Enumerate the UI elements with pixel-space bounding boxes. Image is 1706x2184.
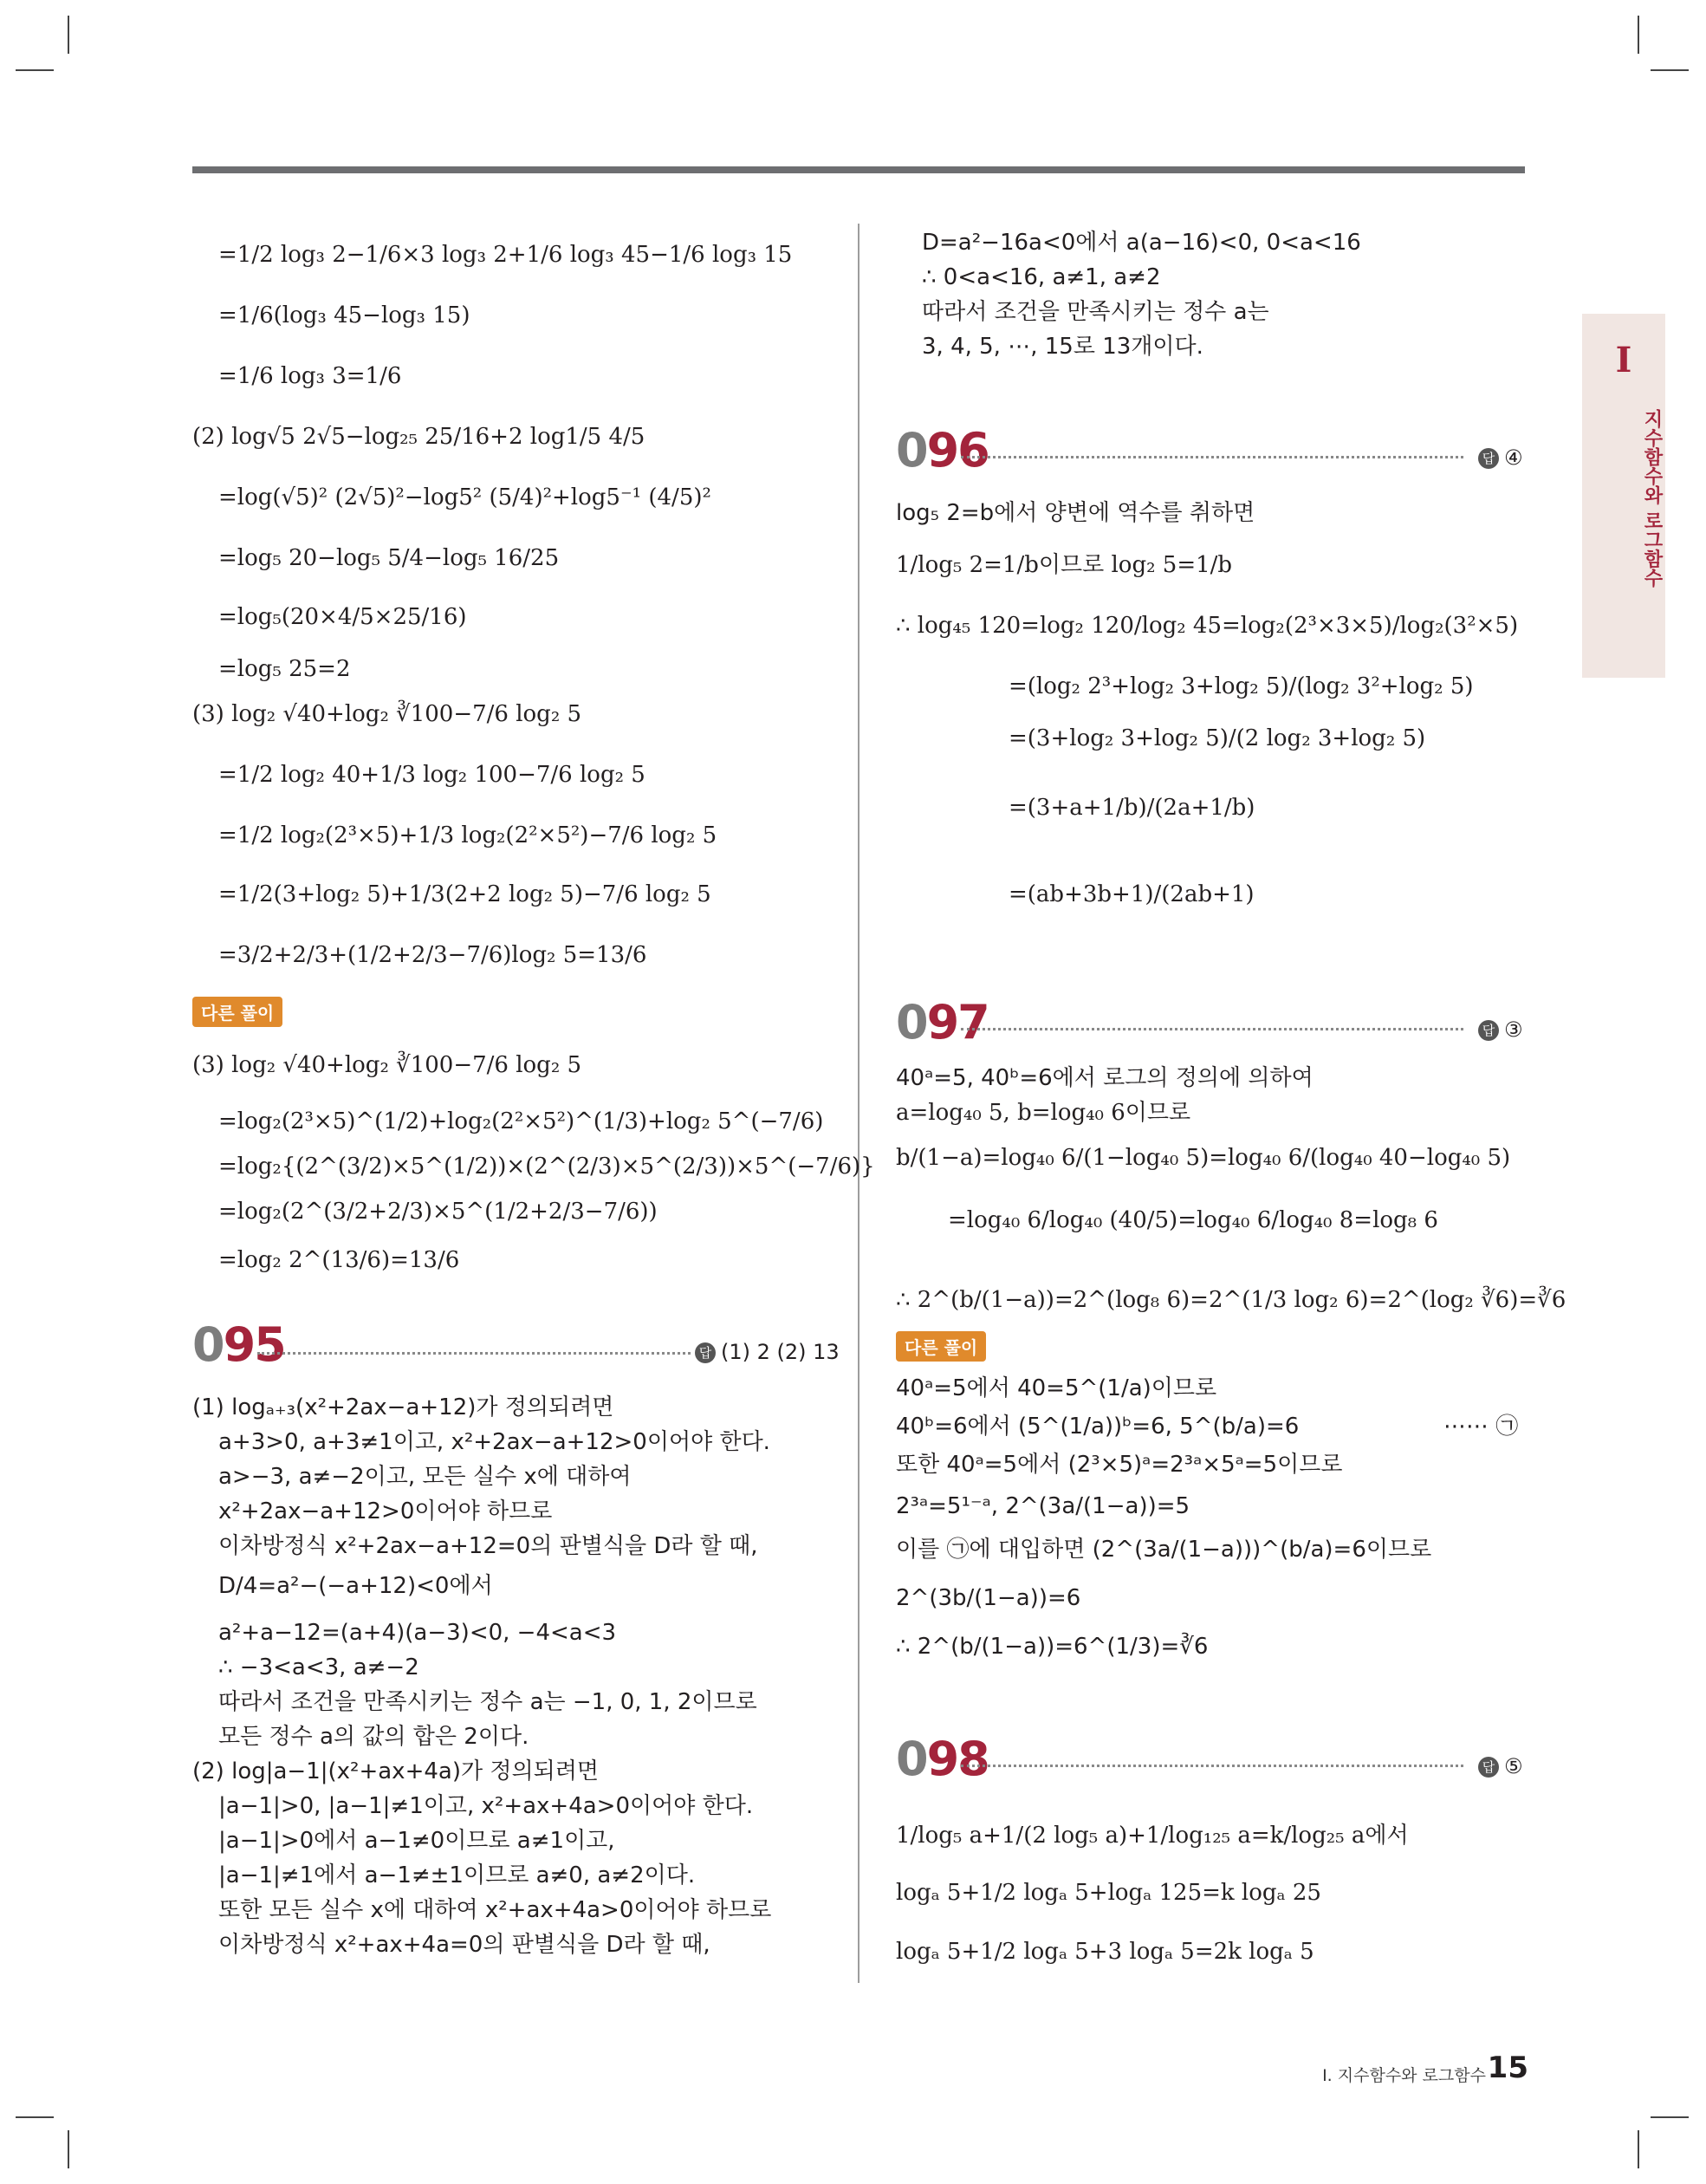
answer-096: 답 ④	[1478, 445, 1523, 470]
solution-line: =log₅(20×4/5×25/16)	[218, 604, 467, 630]
right-column	[896, 224, 1567, 1992]
problem-number-096: 096	[896, 423, 989, 478]
answer-icon: 답	[1478, 1020, 1499, 1041]
solution-line: a+3>0, a+3≠1이고, x²+2ax−a+12>0이어야 한다.	[218, 1429, 770, 1455]
solution-line: 1/log₅ a+1/(2 log₅ a)+1/log₁₂₅ a=k/log₂₅ a에서	[896, 1823, 1409, 1849]
answer-icon: 답	[1478, 1757, 1499, 1778]
crop-mark	[1651, 69, 1689, 71]
alt-solution-line: =log₂(2³×5)^(1/2)+log₂(2²×5²)^(1/3)+log₂ 5^(−7/6)	[218, 1108, 824, 1134]
header-rule	[192, 166, 1525, 173]
crop-mark	[1638, 16, 1639, 54]
solution-line: logₐ 5+1/2 logₐ 5+logₐ 125=k logₐ 25	[896, 1880, 1321, 1906]
alt-solution-line: =log₂{(2^(3/2)×5^(1/2))×(2^(2/3)×5^(2/3))×5^(−7/6)}	[218, 1154, 875, 1180]
alt-solution-line: =log₂(2^(3/2+2/3)×5^(1/2+2/3−7/6))	[218, 1199, 658, 1225]
solution-line: ∴ log₄₅ 120=log₂ 120/log₂ 45=log₂(2³×3×5)/log₂(3²×5)	[896, 613, 1519, 639]
answer-icon: 답	[695, 1342, 716, 1363]
solution-line: =1/2 log₂ 40+1/3 log₂ 100−7/6 log₂ 5	[218, 762, 645, 788]
crop-mark	[16, 2116, 54, 2118]
answer-097: 답 ③	[1478, 1017, 1523, 1042]
solution-line: 1/log₅ 2=1/b이므로 log₂ 5=1/b	[896, 552, 1233, 578]
solution-line: =1/2(3+log₂ 5)+1/3(2+2 log₂ 5)−7/6 log₂ 5	[218, 881, 711, 907]
crop-mark	[68, 16, 69, 54]
solution-line: (1) logₐ₊₃(x²+2ax−a+12)가 정의되려면	[192, 1394, 614, 1420]
solution-line: 3, 4, 5, ⋯, 15로 13개이다.	[922, 334, 1203, 360]
crop-mark	[1638, 2130, 1639, 2168]
solution-line: =1/6(log₃ 45−log₃ 15)	[218, 302, 470, 328]
dotted-leader	[257, 1352, 691, 1355]
solution-line: |a−1|>0, |a−1|≠1이고, x²+ax+4a>0이어야 한다.	[218, 1793, 754, 1819]
crop-mark	[68, 2130, 69, 2168]
alt-solution-line: (3) log₂ √40+log₂ ∛100−7/6 log₂ 5	[192, 1052, 582, 1078]
solution-line: |a−1|>0에서 a−1≠0이므로 a≠1이고,	[218, 1828, 615, 1854]
solution-line: a=log₄₀ 5, b=log₄₀ 6이므로	[896, 1100, 1191, 1126]
page-number: 15	[1487, 2051, 1528, 2085]
solution-line: 따라서 조건을 만족시키는 정수 a는	[922, 299, 1269, 325]
problem-number-095: 095	[192, 1317, 285, 1372]
solution-line: ∴ −3<a<3, a≠−2	[218, 1654, 419, 1680]
solution-line: =log₅ 20−log₅ 5/4−log₅ 16/25	[218, 545, 560, 571]
alt-solution-line: 2³ᵃ=5¹⁻ᵃ, 2^(3a/(1−a))=5	[896, 1493, 1190, 1519]
alt-solution-line: 40ᵇ=6에서 (5^(1/a))ᵇ=6, 5^(b/a)=6	[896, 1414, 1300, 1440]
alt-solution-line: ∴ 2^(b/(1−a))=6^(1/3)=∛6	[896, 1634, 1209, 1660]
solution-line: 이차방정식 x²+ax+4a=0의 판별식을 D라 할 때,	[218, 1932, 710, 1958]
alt-solution-line: 이를 ㉠에 대입하면 (2^(3a/(1−a)))^(b/a)=6이므로	[896, 1537, 1432, 1563]
solution-line: =(ab+3b+1)/(2ab+1)	[1009, 881, 1255, 907]
solution-line: a>−3, a≠−2이고, 모든 실수 x에 대하여	[218, 1464, 632, 1490]
solution-line: log₅ 2=b에서 양변에 역수를 취하면	[896, 500, 1255, 526]
crop-mark	[16, 69, 54, 71]
problem-number-097: 097	[896, 995, 989, 1050]
answer-095: 답 (1) 2 (2) 13	[695, 1340, 840, 1364]
crop-mark	[1651, 2116, 1689, 2118]
solution-line: (3) log₂ √40+log₂ ∛100−7/6 log₂ 5	[192, 701, 582, 727]
alt-solution-line: 2^(3b/(1−a))=6	[896, 1585, 1081, 1611]
dotted-leader	[961, 1028, 1463, 1030]
solution-line: logₐ 5+1/2 logₐ 5+3 logₐ 5=2k logₐ 5	[896, 1939, 1314, 1965]
solution-line: =log₅ 25=2	[218, 656, 351, 682]
alt-solution-line: 40ᵃ=5에서 40=5^(1/a)이므로	[896, 1375, 1217, 1401]
solution-line: ∴ 2^(b/(1−a))=2^(log₈ 6)=2^(1/3 log₂ 6)=2^(log₂ ∛6)=∛6	[896, 1287, 1567, 1313]
left-column	[192, 234, 875, 1985]
dotted-leader	[961, 1765, 1463, 1767]
solution-line: 40ᵃ=5, 40ᵇ=6에서 로그의 정의에 의하여	[896, 1065, 1314, 1091]
solution-line: =1/6 log₃ 3=1/6	[218, 363, 402, 389]
solution-line: 이차방정식 x²+2ax−a+12=0의 판별식을 D라 할 때,	[218, 1533, 758, 1559]
solution-line: =(log₂ 2³+log₂ 3+log₂ 5)/(log₂ 3²+log₂ 5)	[1009, 673, 1474, 699]
solution-line: =log₄₀ 6/log₄₀ (40/5)=log₄₀ 6/log₄₀ 8=log₈ 6	[948, 1207, 1438, 1233]
solution-line: ∴ 0<a<16, a≠1, a≠2	[922, 264, 1161, 290]
solution-line: (2) log|a−1|(x²+ax+4a)가 정의되려면	[192, 1758, 599, 1784]
solution-line: =3/2+2/3+(1/2+2/3−7/6)log₂ 5=13/6	[218, 942, 647, 968]
alt-solution-line: 또한 40ᵃ=5에서 (2³×5)ᵃ=2³ᵃ×5ᵃ=5이므로	[896, 1452, 1343, 1478]
chapter-label: 지수함수와 로그함수	[1641, 409, 1663, 588]
chapter-numeral: I	[1615, 340, 1632, 380]
chapter-side-tab	[1582, 314, 1665, 678]
solution-line: =(3+a+1/b)/(2a+1/b)	[1009, 795, 1255, 821]
dotted-leader	[961, 456, 1463, 458]
solution-line: (2) log√5 2√5−log₂₅ 25/16+2 log1/5 4/5	[192, 424, 645, 450]
solution-line: =1/2 log₃ 2−1/6×3 log₃ 2+1/6 log₃ 45−1/6 log₃ 15	[218, 242, 793, 268]
answer-098: 답 ⑤	[1478, 1754, 1523, 1778]
solution-line: D=a²−16a<0에서 a(a−16)<0, 0<a<16	[922, 230, 1361, 256]
solution-line: 또한 모든 실수 x에 대하여 x²+ax+4a>0이어야 하므로	[218, 1897, 772, 1923]
solution-line: =1/2 log₂(2³×5)+1/3 log₂(2²×5²)−7/6 log₂ 5	[218, 822, 717, 848]
solution-line: x²+2ax−a+12>0이어야 하므로	[218, 1498, 553, 1524]
solution-line: D/4=a²−(−a+12)<0에서	[218, 1573, 493, 1599]
column-divider	[858, 224, 859, 1983]
equation-marker: ⋯⋯ ㉠	[1443, 1414, 1519, 1440]
solution-line: 따라서 조건을 만족시키는 정수 a는 −1, 0, 1, 2이므로	[218, 1689, 757, 1715]
solution-line: b/(1−a)=log₄₀ 6/(1−log₄₀ 5)=log₄₀ 6/(log₄₀ 40−log₄₀ 5)	[896, 1145, 1511, 1171]
problem-number-098: 098	[896, 1732, 989, 1786]
answer-icon: 답	[1478, 448, 1499, 469]
footer-chapter-title: Ⅰ. 지수함수와 로그함수	[1322, 2066, 1486, 2085]
alt-solution-line: =log₂ 2^(13/6)=13/6	[218, 1247, 460, 1273]
alt-solution-badge: 다른 풀이	[896, 1331, 986, 1362]
solution-line: =log(√5)² (2√5)²−log5² (5/4)²+log5⁻¹ (4/5)²	[218, 484, 711, 510]
alt-solution-badge: 다른 풀이	[192, 997, 282, 1027]
solution-line: |a−1|≠1에서 a−1≠±1이므로 a≠0, a≠2이다.	[218, 1862, 696, 1888]
solution-line: 모든 정수 a의 값의 합은 2이다.	[218, 1724, 529, 1750]
solution-line: =(3+log₂ 3+log₂ 5)/(2 log₂ 3+log₂ 5)	[1009, 725, 1426, 751]
solution-line: a²+a−12=(a+4)(a−3)<0, −4<a<3	[218, 1620, 617, 1646]
